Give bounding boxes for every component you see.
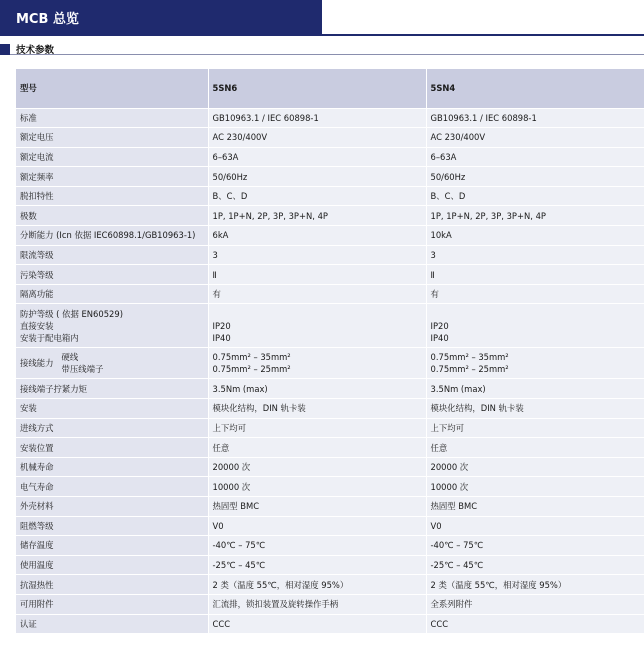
- row-value-5sn6: 3: [208, 245, 426, 265]
- header-label: 型号: [16, 69, 208, 108]
- row-label: 污染等级: [16, 265, 208, 285]
- wiring-v2b: 0.75mm² – 25mm²: [430, 364, 509, 375]
- table-row: [16, 226, 644, 246]
- section-rule: [0, 42, 644, 55]
- row-value-5sn6: GB10963.1 / IEC 60898-1: [208, 108, 426, 128]
- table-row: [16, 418, 644, 438]
- table-row: [16, 147, 644, 167]
- row-value-5sn4: 6–63A: [426, 147, 644, 167]
- section-title: 技术参数: [16, 45, 55, 56]
- row-label: 限流等级: [16, 245, 208, 265]
- row-value-5sn4: -40℃ – 75℃: [426, 536, 644, 556]
- table-row: [16, 167, 644, 187]
- table-row: [16, 614, 644, 634]
- row-value-5sn6: CCC: [208, 614, 426, 634]
- row-value-5sn6: 6–63A: [208, 147, 426, 167]
- row-value-5sn6: -25℃ – 45℃: [208, 555, 426, 575]
- wiring-sub-ferrule: 带压线端子: [61, 364, 104, 375]
- wiring-v2a: 0.75mm² – 35mm²: [430, 352, 509, 363]
- row-value-5sn6: -40℃ – 75℃: [208, 536, 426, 556]
- row-value-5sn6: 6kA: [208, 226, 426, 246]
- row-label: 额定电流: [16, 147, 208, 167]
- page-title: MCB 总览: [16, 12, 79, 27]
- row-label: 安装: [16, 399, 208, 419]
- protection-v1a: IP20: [212, 320, 231, 331]
- row-value-5sn4: -25℃ – 45℃: [426, 555, 644, 575]
- spec-table: [16, 69, 644, 634]
- table-header-row: [16, 69, 644, 108]
- row-value-5sn6: [208, 304, 426, 348]
- row-value-5sn4: [426, 348, 644, 379]
- row-value-5sn6: 3.5Nm (max): [208, 379, 426, 399]
- row-value-5sn4: 2 类（温度 55℃，相对湿度 95%）: [426, 575, 644, 595]
- row-label: 电气寿命: [16, 477, 208, 497]
- row-value-5sn4: 3.5Nm (max): [426, 379, 644, 399]
- row-value-5sn6: 热固型 BMC: [208, 497, 426, 517]
- row-label: 进线方式: [16, 418, 208, 438]
- wiring-label: 接线能力: [20, 358, 54, 369]
- row-label: 隔离功能: [16, 284, 208, 304]
- table-row-protection: [16, 304, 644, 348]
- row-label: 使用温度: [16, 555, 208, 575]
- header-model-1: 5SN6: [208, 69, 426, 108]
- wiring-v1b: 0.75mm² – 25mm²: [212, 364, 291, 375]
- row-label: 额定频率: [16, 167, 208, 187]
- protection-sub-box: 安装于配电箱内: [20, 332, 79, 343]
- table-row: [16, 516, 644, 536]
- row-value-5sn4: 10kA: [426, 226, 644, 246]
- header-model-2: 5SN4: [426, 69, 644, 108]
- row-value-5sn4: 全系列附件: [426, 594, 644, 614]
- row-value-5sn6: 汇流排，锁扣装置及旋转操作手柄: [208, 594, 426, 614]
- row-label: 认证: [16, 614, 208, 634]
- row-value-5sn4: 3: [426, 245, 644, 265]
- wiring-v1a: 0.75mm² – 35mm²: [212, 352, 291, 363]
- row-value-5sn4: 20000 次: [426, 457, 644, 477]
- table-row: [16, 399, 644, 419]
- row-value-5sn4: CCC: [426, 614, 644, 634]
- row-label: 接线端子拧紧力矩: [16, 379, 208, 399]
- protection-sub-direct: 直接安装: [20, 320, 54, 331]
- row-value-5sn4: B、C、D: [426, 186, 644, 206]
- table-row: [16, 128, 644, 148]
- table-row: [16, 245, 644, 265]
- row-value-5sn4: GB10963.1 / IEC 60898-1: [426, 108, 644, 128]
- row-value-5sn4: [426, 304, 644, 348]
- table-row: [16, 594, 644, 614]
- row-label: 标准: [16, 108, 208, 128]
- header-rule: [0, 34, 644, 36]
- table-row: [16, 379, 644, 399]
- row-label: 抗湿热性: [16, 575, 208, 595]
- table-row: [16, 536, 644, 556]
- row-value-5sn4: 50/60Hz: [426, 167, 644, 187]
- wiring-sub-solid: 硬线: [61, 352, 79, 363]
- row-label: 安装位置: [16, 438, 208, 458]
- row-value-5sn6: 任意: [208, 438, 426, 458]
- protection-v2a: IP20: [430, 320, 449, 331]
- row-value-5sn6: 模块化结构，DIN 轨卡装: [208, 399, 426, 419]
- protection-label: 防护等级 ( 依据 EN60529): [20, 308, 123, 319]
- table-row: [16, 265, 644, 285]
- row-label: 脱扣特性: [16, 186, 208, 206]
- row-value-5sn6: 50/60Hz: [208, 167, 426, 187]
- row-label: 可用附件: [16, 594, 208, 614]
- row-label: 储存温度: [16, 536, 208, 556]
- table-row: [16, 284, 644, 304]
- row-label: [16, 304, 208, 348]
- row-label: [16, 348, 208, 379]
- row-value-5sn6: 10000 次: [208, 477, 426, 497]
- table-row: [16, 575, 644, 595]
- table-row: [16, 438, 644, 458]
- row-value-5sn4: Ⅱ: [426, 265, 644, 285]
- table-row: [16, 555, 644, 575]
- row-value-5sn4: V0: [426, 516, 644, 536]
- row-value-5sn6: [208, 348, 426, 379]
- row-value-5sn4: 热固型 BMC: [426, 497, 644, 517]
- row-label: 分断能力 (Icn 依据 IEC60898.1/GB10963-1): [16, 226, 208, 246]
- section-marker: [0, 44, 10, 55]
- row-value-5sn4: 上下均可: [426, 418, 644, 438]
- row-value-5sn4: 模块化结构，DIN 轨卡装: [426, 399, 644, 419]
- row-label: 外壳材料: [16, 497, 208, 517]
- row-label: 额定电压: [16, 128, 208, 148]
- table-row: [16, 457, 644, 477]
- row-value-5sn6: 上下均可: [208, 418, 426, 438]
- row-value-5sn6: Ⅱ: [208, 265, 426, 285]
- row-value-5sn4: 10000 次: [426, 477, 644, 497]
- row-value-5sn6: V0: [208, 516, 426, 536]
- row-value-5sn6: AC 230/400V: [208, 128, 426, 148]
- row-value-5sn6: 1P, 1P+N, 2P, 3P, 3P+N, 4P: [208, 206, 426, 226]
- row-value-5sn6: 2 类（温度 55℃，相对湿度 95%）: [208, 575, 426, 595]
- row-value-5sn4: 1P, 1P+N, 2P, 3P, 3P+N, 4P: [426, 206, 644, 226]
- protection-v2b: IP40: [430, 332, 449, 343]
- row-label: 机械寿命: [16, 457, 208, 477]
- row-label: 极数: [16, 206, 208, 226]
- row-value-5sn4: AC 230/400V: [426, 128, 644, 148]
- table-row: [16, 477, 644, 497]
- row-value-5sn6: 有: [208, 284, 426, 304]
- table-row: [16, 206, 644, 226]
- row-value-5sn6: 20000 次: [208, 457, 426, 477]
- protection-v1b: IP40: [212, 332, 231, 343]
- row-value-5sn4: 任意: [426, 438, 644, 458]
- row-label: 阻燃等级: [16, 516, 208, 536]
- table-row: [16, 497, 644, 517]
- table-row-wiring: [16, 348, 644, 379]
- table-row: [16, 186, 644, 206]
- table-row: [16, 108, 644, 128]
- row-value-5sn6: B、C、D: [208, 186, 426, 206]
- row-value-5sn4: 有: [426, 284, 644, 304]
